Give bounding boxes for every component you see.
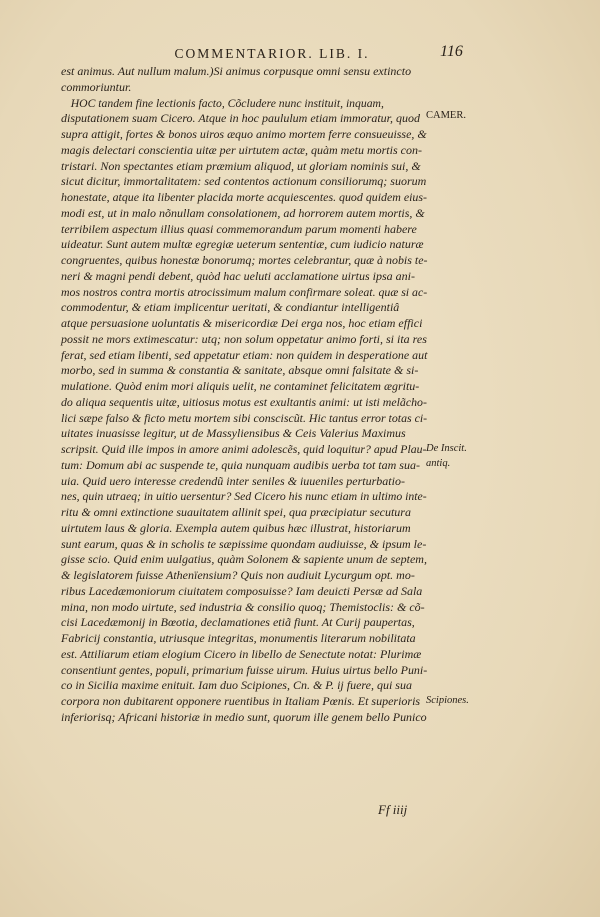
text-line: disputationem suam Cicero. Atque in hoc paululum etiam immoratur, quod <box>61 111 420 126</box>
text-line: inferiorisq; Africani historiæ in medio sunt, quorum ille genem bello Punico <box>61 709 427 724</box>
text-line: est. Attiliarum etiam elogium Cicero in libello de Senectute notat: Plurimæ <box>61 646 422 661</box>
text-line: tristari. Non spectantes etiam præmium aliquod, ut gloriam nominis sui, & <box>61 158 421 173</box>
text-line: est animus. Aut nullum malum.)Si animus corpusque omni sensu extincto <box>61 64 412 78</box>
running-head: COMMENTARIOR. LIB. I. <box>174 46 370 61</box>
text-line: magis delectari conscientia uitæ per uirtutem actæ, quàm metu mortis con- <box>61 142 422 157</box>
text-line: ribus Lacedæmoniorum ciuitatem composuisse? Iam deuicti Persæ ad Sala <box>61 583 423 598</box>
text-line: morbo, sed in summa & constantia & sanitate, absque omni falsitate & si- <box>61 363 419 378</box>
text-line: uitates inuasisse legitur, ut de Massyliensibus & Ceis Valerius Maximus <box>61 426 406 441</box>
text-line: congruentes, quibus honestæ bonorumq; mortes celebrantur, quæ à nobis te- <box>61 253 428 267</box>
body-text <box>61 64 427 726</box>
text-line: HOC tandem fine lectionis facto, Cõcludere nunc instituit, inquam, <box>70 95 384 110</box>
text-line: commoriuntur. <box>61 79 132 94</box>
text-line: ferat, sed etiam libenti, sed appetatur etiam: non quidem in desperatione aut <box>61 347 428 362</box>
text-line: gisse scio. Quid enim uulgatius, quàm Solonem & sapiente unum de septem, <box>61 552 427 567</box>
text-line: ritu & omni extinctione suauitatem allinit spei, qua præcipiatur secutura <box>61 505 411 519</box>
text-line: possit ne mors extimescatur: utq; non solum oppetatur animo forti, si ita res <box>61 331 427 346</box>
text-line: consentiunt gentes, populi, primarium fuisse uirum. Huius uirtus bello Puni- <box>61 662 428 677</box>
margin-note-de-inscit: De Inscit. <box>426 443 467 454</box>
margin-note-antiq: antiq. <box>426 458 451 469</box>
text-line: mulatione. Quòd enim mori aliquis uelit, ne contaminet felicitatem ægritu- <box>61 379 420 393</box>
text-line: lici sæpe falso & ficto metu mortem sibi consciscũt. Hic tantus error totas ci- <box>61 410 428 425</box>
text-line: cisi Lacedæmonij in Bœotia, declamationes etiã fiunt. At Curij paupertas, <box>61 615 415 630</box>
text-line: honestate, atque ita libenter placida morte acquiescentes. quod quidem eius- <box>61 190 427 204</box>
text-line: mos nostros contra mortis atrocissimum malum confirmare soleat. quæ si ac- <box>61 284 428 299</box>
page-number: 116 <box>440 43 463 60</box>
text-line: sunt earum, quas & in scholis te sæpissime quondam audiuisse, & ipsum le- <box>61 536 427 551</box>
text-line: nes, quin utraeq; in uitio uersentur? Sed Cicero his nunc etiam in ultimo inte- <box>61 489 427 504</box>
text-line: corpora non dubitarent opponere ruentibus in Italiam Pœnis. Et superioris <box>61 694 421 708</box>
text-line: neri & magni pendi debent, quòd hac ueluti acclamatione uirtus ipsa ani- <box>61 268 415 283</box>
margin-note-scipiones: Scipiones. <box>426 695 469 706</box>
text-line: uideatur. Sunt autem multæ egregiæ ueterum sententiæ, cum iudicio naturæ <box>61 237 424 252</box>
margin-note-camer: CAMER. <box>426 110 466 121</box>
text-line: co in Sicilia maxime enituit. Iam duo Scipiones, Cn. & P. ij fuere, qui sua <box>61 678 412 693</box>
text-line: terribilem aspectum illius quasi commemorandum parum momenti habere <box>61 221 417 236</box>
text-line: scripsit. Quid ille impos in amore animi adolescẽs, quid loquitur? apud Plau- <box>61 442 427 456</box>
text-line: sicut dicitur, immortalitatem: sed contentos actionum consiliorumq; suorum <box>61 174 427 189</box>
text-line: supra attigit, fortes & bonos uiros æquo animo mortem ferre consueuisse, & <box>61 127 427 141</box>
text-line: modi est, ut in malo nõnullam consolationem, ad horrorem autem mortis, & <box>61 205 425 220</box>
text-line: do aliqua sequentis uitæ, uitiosus motus est exultantis animi: ut isti melãcho- <box>61 394 427 409</box>
text-line: uirtutem laus & gloria. Exempla autem quibus hæc illustrat, historiarum <box>61 520 411 535</box>
text-line: tum: Domum abi ac suspende te, quia nunquam audibis uerba tot tam sua- <box>61 457 420 472</box>
catchword: Ff iiij <box>378 802 408 817</box>
text-line: uia. Quid uero interesse credendũ inter seniles & iuueniles perturbatio- <box>61 473 405 488</box>
text-line: atque persuasione uoluntatis & misericordiæ Dei erga nos, hoc etiam effici <box>61 316 423 330</box>
text-line: commodentur, & etiam implicentur ueritati, & condiantur intelligentiâ <box>61 300 400 315</box>
text-line: mina, non modo uirtute, sed industria & consilio quoq; Themistoclis: & cõ- <box>61 599 425 614</box>
text-line: Fabricij constantia, utriusque integritas, monumentis literarum nobilitata <box>61 631 416 645</box>
text-line: & legislatorem fuisse Athenïensium? Quis non audiuit Lycurgum opt. mo- <box>61 568 415 582</box>
